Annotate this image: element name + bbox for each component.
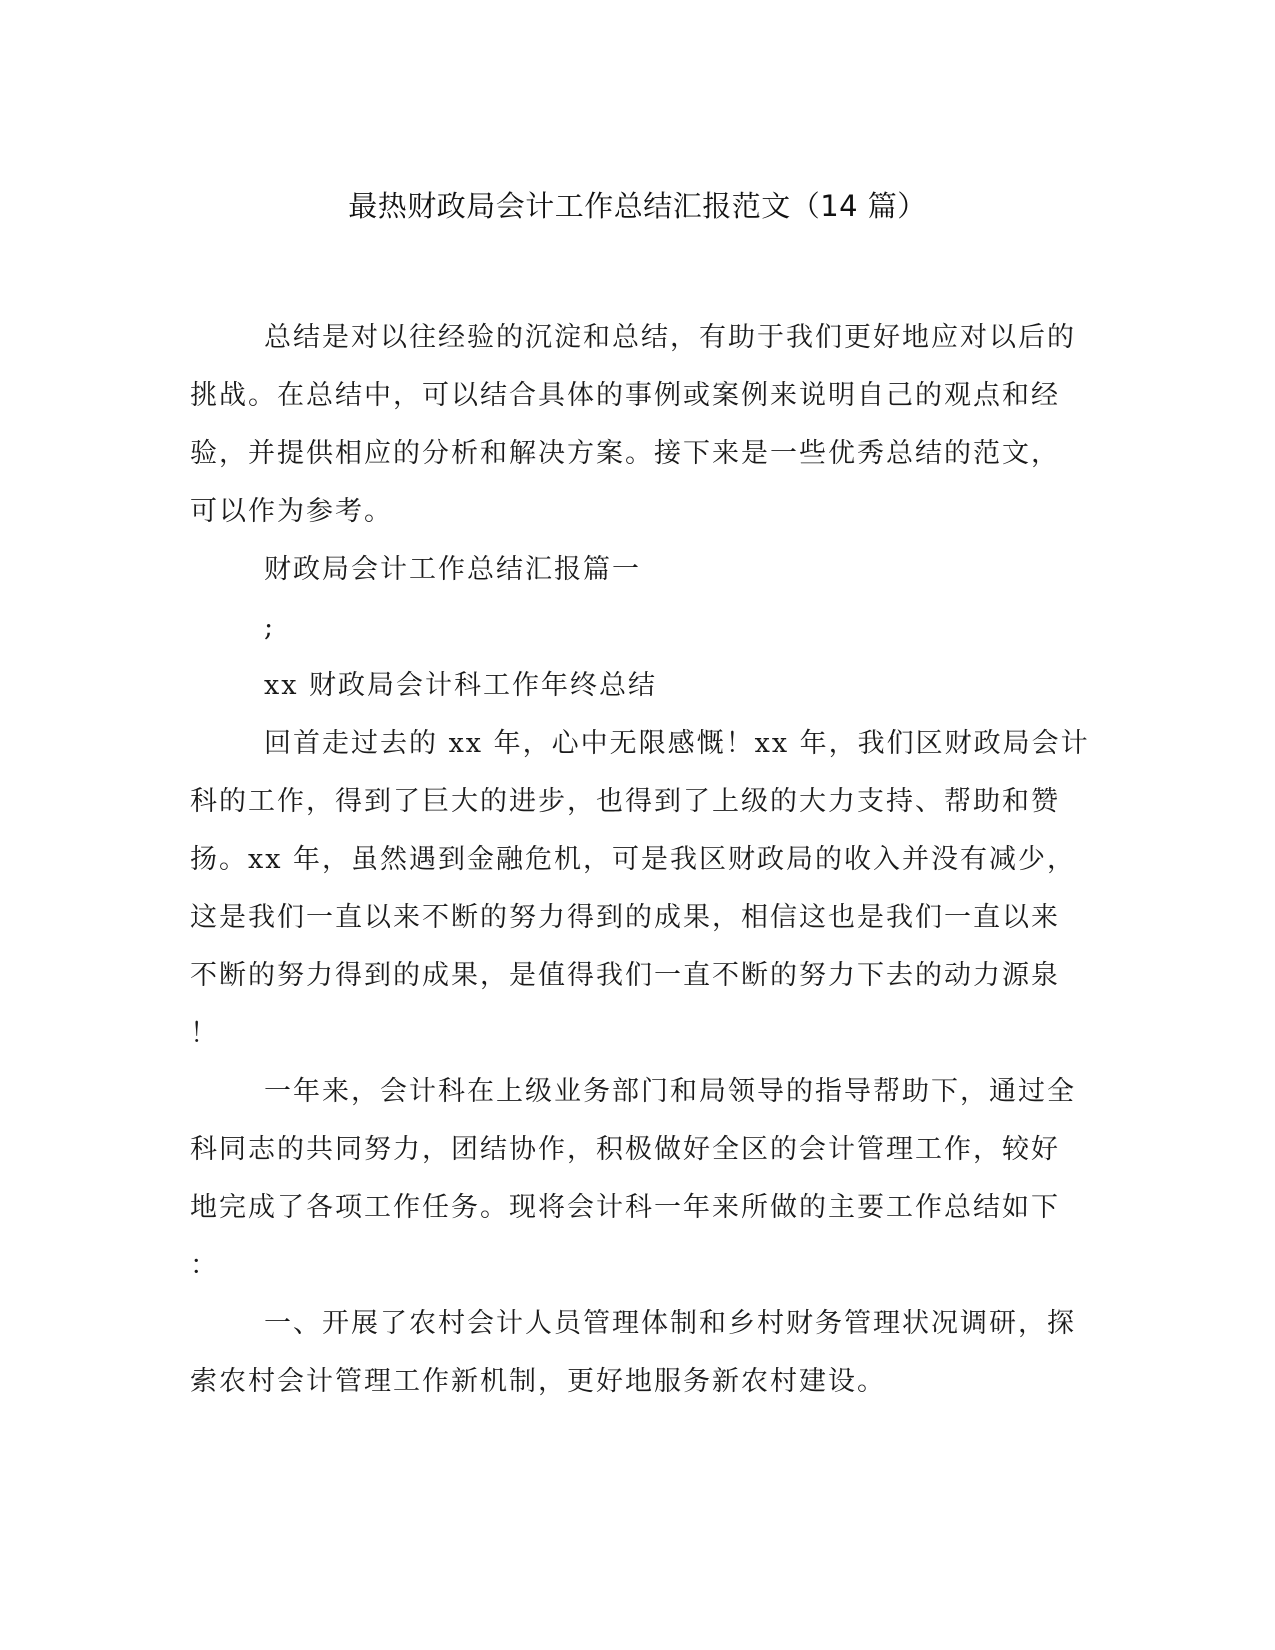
paragraph-line: 地完成了各项工作任务。现将会计科一年来所做的主要工作总结如下 [190,1192,1060,1223]
paragraph-line: 科的工作，得到了巨大的进步，也得到了上级的大力支持、帮助和赞 [190,786,1060,817]
paragraph-line: ！ [190,1018,219,1049]
paragraph-line: 挑战。在总结中，可以结合具体的事例或案例来说明自己的观点和经 [190,380,1060,411]
paragraph-line: 一、开展了农村会计人员管理体制和乡村财务管理状况调研，探 [264,1308,1076,1339]
paragraph-line: 验，并提供相应的分析和解决方案。接下来是一些优秀总结的范文， [190,438,1060,469]
subsection-title: xx 财政局会计科工作年终总结 [264,670,658,701]
paragraph-line: 总结是对以往经验的沉淀和总结，有助于我们更好地应对以后的 [264,322,1076,353]
paragraph-line: 一年来，会计科在上级业务部门和局领导的指导帮助下，通过全 [264,1076,1076,1107]
paragraph-line: 扬。xx 年，虽然遇到金融危机，可是我区财政局的收入并没有减少， [190,844,1077,875]
paragraph-line: ： [190,1250,219,1281]
paragraph-line: ; [264,612,276,643]
paragraph-line: 科同志的共同努力，团结协作，积极做好全区的会计管理工作，较好 [190,1134,1060,1165]
section-heading: 财政局会计工作总结汇报篇一 [264,554,641,585]
paragraph-line: 这是我们一直以来不断的努力得到的成果，相信这也是我们一直以来 [190,902,1060,933]
paragraph-line: 可以作为参考。 [190,496,393,527]
document-title: 最热财政局会计工作总结汇报范文（14 篇） [348,189,927,223]
paragraph-line: 回首走过去的 xx 年，心中无限感慨！xx 年，我们区财政局会计 [264,728,1090,759]
paragraph-line: 不断的努力得到的成果，是值得我们一直不断的努力下去的动力源泉 [190,960,1060,991]
paragraph-line: 索农村会计管理工作新机制，更好地服务新农村建设。 [190,1366,886,1397]
